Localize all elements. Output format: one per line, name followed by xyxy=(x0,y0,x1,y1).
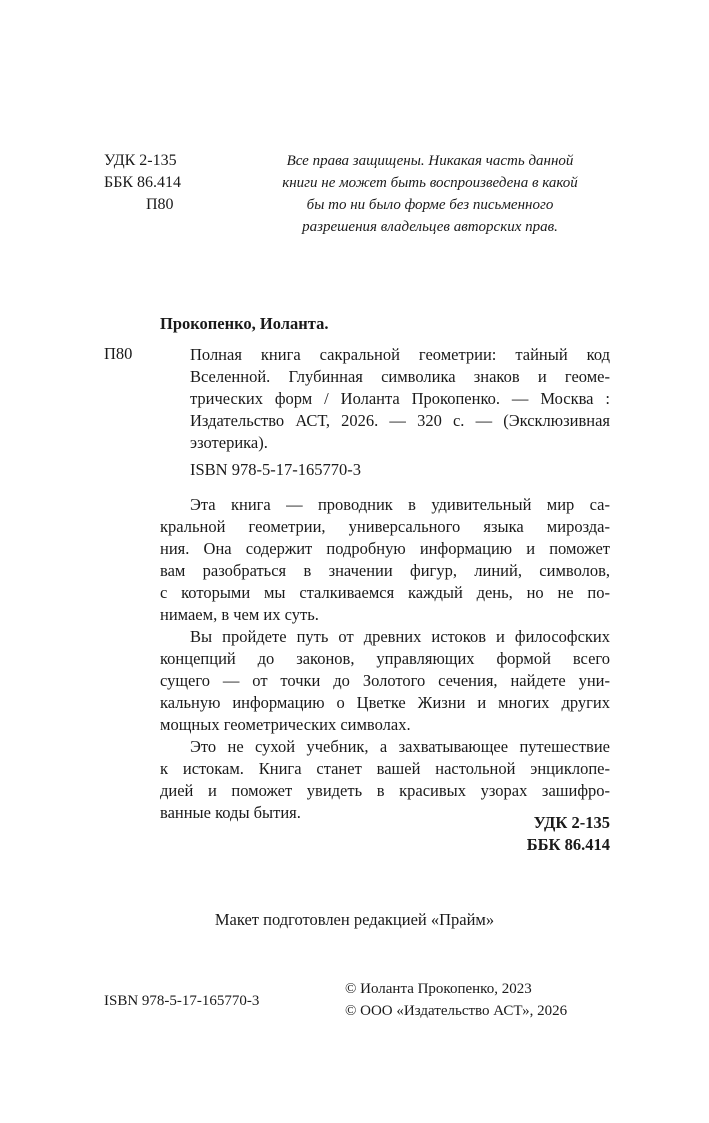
annotation-line: Это не сухой учебник, а захватывающее путешествие xyxy=(190,737,610,756)
annotation-line: концепций до законов, управляющих формой всего xyxy=(160,649,610,668)
author-mark: П80 xyxy=(146,196,174,213)
bbk-code: ББК 86.414 xyxy=(526,835,610,854)
annotation-line: кральной геометрии, универсального языка мирозда- xyxy=(160,517,610,536)
annotation-line: кальную информацию о Цветке Жизни и многих других xyxy=(160,693,610,712)
copyright-block xyxy=(345,978,567,1022)
rights-line: Все права защищены. Никакая часть данной xyxy=(286,153,574,169)
annotation-line: нимаем, в чем их суть. xyxy=(160,605,319,624)
classification-codes-bottom xyxy=(470,812,610,856)
rights-notice xyxy=(250,150,610,238)
udk-code: УДК 2-135 xyxy=(533,813,610,832)
catalog-line: эзотерика). xyxy=(190,433,268,452)
annotation-line: ванные коды бытия. xyxy=(160,803,301,822)
annotation-line: мощных геометрических символах. xyxy=(160,715,411,734)
annotation-line: ния. Она содержит подробную информацию и поможет xyxy=(160,539,610,558)
rights-line: книги не может быть воспроизведена в какой xyxy=(282,175,578,191)
annotation-line: Эта книга — проводник в удивительный мир са- xyxy=(190,495,610,514)
rights-line: разрешения владельцев авторских прав. xyxy=(302,219,558,235)
annotation-line: к истокам. Книга станет вашей настольной энциклопе- xyxy=(160,759,610,778)
udk-code: УДК 2-135 xyxy=(104,152,177,169)
annotation-line: сущего — от точки до Золотого сечения, найдете уни- xyxy=(160,671,610,690)
catalog-author-mark: П80 xyxy=(104,344,133,363)
copyright-line: © ООО «Издательство АСТ», 2026 xyxy=(345,1003,568,1019)
isbn-bottom: ISBN 978-5-17-165770-3 xyxy=(104,993,260,1009)
annotation-line: вам разобраться в значении фигур, линий, символов, xyxy=(160,561,610,580)
rights-line: бы то ни было форме без письменного xyxy=(306,197,554,213)
catalog-isbn: ISBN 978-5-17-165770-3 xyxy=(190,460,361,479)
annotation-line: дией и поможет увидеть в красивых узорах зашифро- xyxy=(160,781,610,800)
bbk-code: ББК 86.414 xyxy=(104,174,182,191)
catalog-line: Издательство АСТ, 2026. — 320 с. — (Эксклюзивная xyxy=(190,411,610,430)
catalog-line: трических форм / Иоланта Прокопенко. — Москва : xyxy=(190,389,610,408)
catalog-description xyxy=(190,344,610,454)
layout-credit: Макет подготовлен редакцией «Прайм» xyxy=(214,910,495,929)
classification-codes xyxy=(104,150,181,216)
annotation-line: с которыми мы сталкиваемся каждый день, но не по- xyxy=(160,583,610,602)
catalog-line: Полная книга сакральной геометрии: тайный код xyxy=(190,345,610,364)
annotation-line: Вы пройдете путь от древних истоков и философских xyxy=(190,627,610,646)
catalog-line: Вселенной. Глубинная символика знаков и геоме- xyxy=(190,367,610,386)
catalog-author: Прокопенко, Иоланта. xyxy=(160,314,329,333)
annotation xyxy=(160,494,610,824)
copyright-line: © Иоланта Прокопенко, 2023 xyxy=(345,981,532,997)
